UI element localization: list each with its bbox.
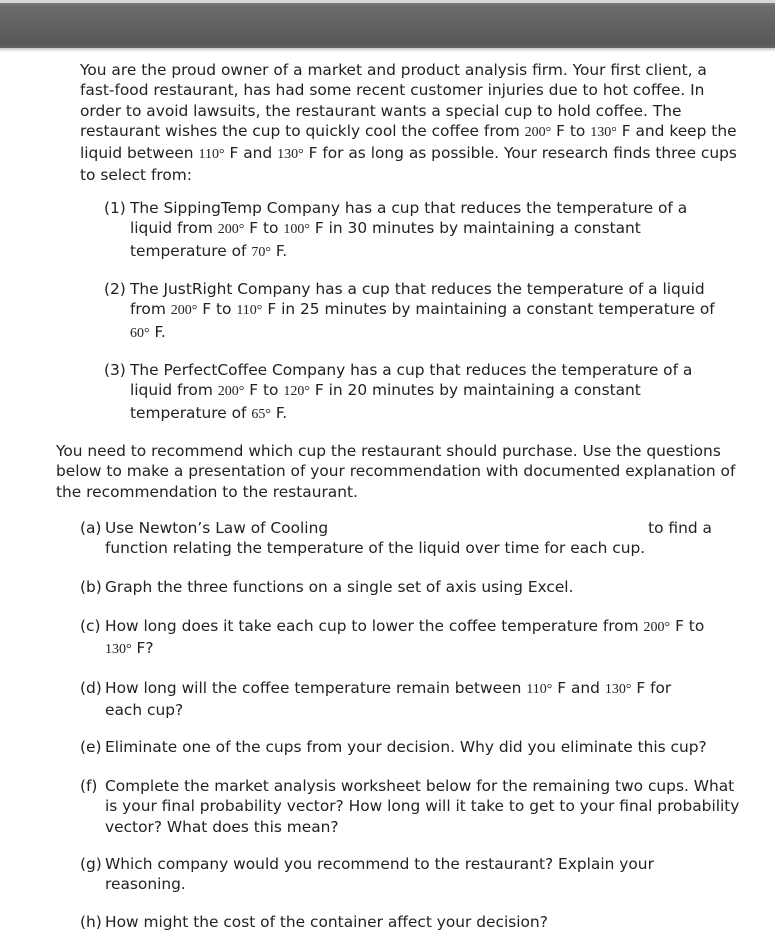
- cup-2-label: (2): [104, 280, 126, 298]
- cup-2-text-3: F in 25 minutes by maintaining a constant temperature of: [267, 300, 715, 319]
- cup-2-temp-ambient: 60°: [130, 325, 150, 341]
- intro-text-5: F for as long as possible. Your research finds three cups to select from:: [80, 144, 737, 185]
- temp-110: 110°: [198, 147, 225, 163]
- question-d-text-1: How long will the coffee temperature remain between: [105, 679, 527, 697]
- question-d-text-2: F and: [557, 679, 605, 697]
- cup-2-temp-start: 200°: [170, 303, 198, 319]
- cup-3-temp-end: 120°: [283, 384, 310, 400]
- question-c-text-2: F to: [675, 617, 705, 635]
- question-a-text-3: function relating the temperature of the liquid over time for each cup.: [105, 539, 646, 558]
- question-e-label: (e): [80, 738, 102, 756]
- cup-3-text-4: F.: [275, 403, 288, 422]
- question-a-text-2: to find a: [648, 519, 712, 537]
- question-d-temp-130: 130°: [604, 682, 632, 697]
- question-c-temp-200: 200°: [643, 620, 671, 635]
- recommend-paragraph: You need to recommend which cup the restaurant should purchase. Use the questions below to make a presentation of your recommendation with documented explanation of the recommendation to the restaurant.: [56, 442, 736, 501]
- question-a: [80, 518, 740, 559]
- cup-1-temp-end: 100°: [283, 222, 310, 238]
- header-shadow: [0, 48, 775, 52]
- cup-2-temp-end: 110°: [236, 303, 263, 319]
- question-g-label: (g): [80, 855, 102, 873]
- intro-text-2: F to: [556, 121, 591, 140]
- question-a-body: [105, 518, 740, 559]
- cup-1-text-1: The SippingTemp Company has a cup that reduces the temperature of a liquid from: [130, 199, 688, 238]
- temp-130b: 130°: [277, 147, 304, 163]
- question-d-body: [105, 678, 705, 721]
- question-c-text-3: F?: [136, 639, 154, 658]
- cup-1-label: (1): [104, 199, 126, 217]
- cup-1-text-4: F.: [275, 241, 288, 260]
- cup-3: [104, 360, 729, 425]
- question-d-text-3: F for each cup?: [105, 679, 672, 720]
- cup-1: [104, 198, 724, 263]
- question-h-text: How might the cost of the container affect your decision?: [105, 913, 548, 931]
- cup-1-text-2: F to: [249, 219, 284, 238]
- cup-1-text-3: F in 30 minutes by maintaining a constant temperature of: [130, 219, 641, 260]
- question-c-body: [105, 616, 740, 661]
- question-h-label: (h): [80, 913, 102, 931]
- question-c: [80, 616, 740, 661]
- cup-3-text: [130, 360, 729, 425]
- question-a-text-1: Use Newton’s Law of Cooling: [105, 519, 329, 537]
- intro-paragraph: [80, 60, 740, 186]
- question-e: [80, 737, 750, 757]
- cup-1-temp-ambient: 70°: [251, 244, 271, 260]
- cup-3-temp-ambient: 65°: [251, 406, 271, 422]
- question-f-text: Complete the market analysis worksheet below for the remaining two cups. What is your final probability vector? How long will it take to get to your final probability vector? What does this mean?: [105, 777, 740, 836]
- question-g-text: Which company would you recommend to the restaurant? Explain your reasoning.: [105, 855, 654, 894]
- cup-2-text-2: F to: [202, 300, 237, 319]
- question-a-label: (a): [80, 519, 102, 537]
- intro-text-4: F and: [229, 144, 278, 163]
- cup-3-text-1: The PerfectCoffee Company has a cup that reduces the temperature of a liquid from: [130, 361, 693, 400]
- question-e-text: Eliminate one of the cups from your decision. Why did you eliminate this cup?: [105, 738, 707, 756]
- question-d: [80, 678, 740, 721]
- intro-text-1: You are the proud owner of a market and product analysis firm. Your first client, a fast-food restaurant, has had some recent customer injuries due to hot coffee. In order to avoid lawsuits, the restaurant wants a special cup to hold coffee. The restaurant wishes the cup to quickly cool the coffee from: [80, 61, 707, 140]
- question-d-label: (d): [80, 679, 102, 697]
- cup-1-text: [130, 198, 724, 263]
- cup-2-text-4: F.: [154, 322, 166, 341]
- intro-text-3: F and keep the liquid between: [80, 121, 737, 163]
- question-d-temp-110: 110°: [526, 682, 553, 697]
- question-b: [80, 577, 740, 597]
- question-f-label: (f): [80, 777, 98, 795]
- header-bar: [0, 0, 775, 48]
- temp-130: 130°: [590, 124, 617, 140]
- temp-200: 200°: [524, 124, 552, 140]
- cup-2: [104, 279, 734, 344]
- question-g: [80, 854, 740, 895]
- cup-2-text-1: The JustRight Company has a cup that reduces the temperature of a liquid from: [130, 280, 705, 319]
- question-b-label: (b): [80, 578, 102, 596]
- cup-3-text-2: F to: [249, 381, 284, 400]
- question-c-label: (c): [80, 617, 101, 635]
- cup-3-temp-start: 200°: [217, 384, 245, 400]
- cup-3-text-3: F in 20 minutes by maintaining a constant temperature of: [130, 381, 641, 422]
- cup-2-text: [130, 279, 734, 344]
- question-c-text-1: How long does it take each cup to lower the coffee temperature from: [105, 617, 644, 635]
- question-h: [80, 912, 740, 932]
- question-b-text: Graph the three functions on a single set of axis using Excel.: [105, 578, 574, 596]
- cup-3-label: (3): [104, 361, 126, 379]
- cup-1-temp-start: 200°: [217, 222, 245, 238]
- question-f: [80, 776, 740, 837]
- question-c-temp-130: 130°: [105, 642, 132, 658]
